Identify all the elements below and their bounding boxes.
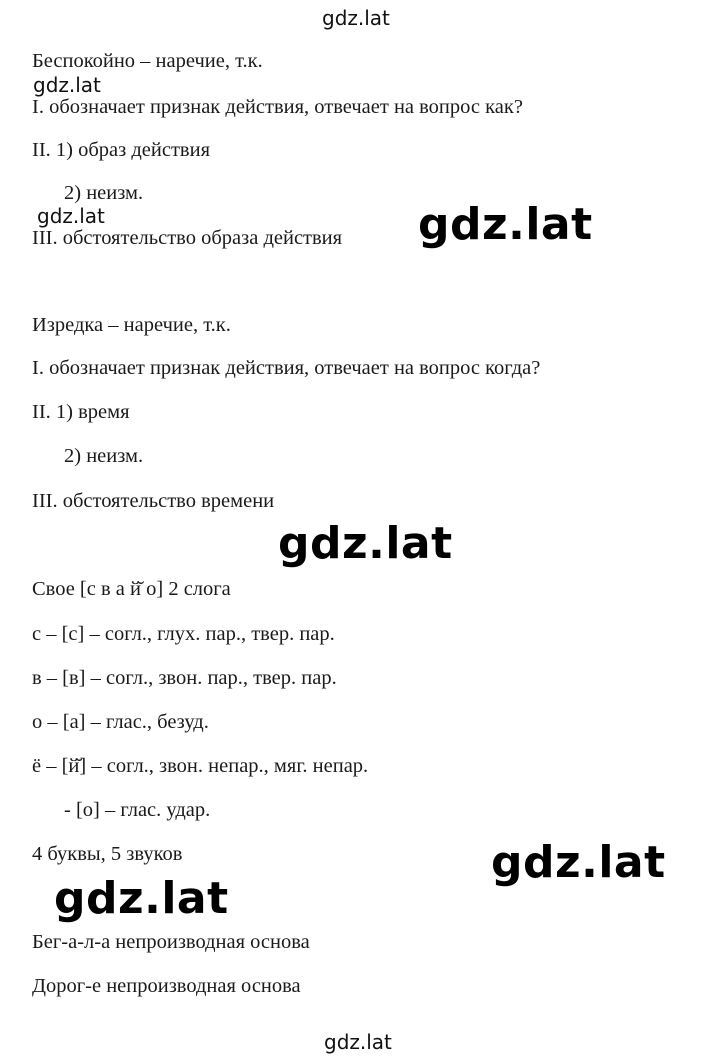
watermark-small-2: gdz.lat	[37, 204, 105, 228]
block3-line-7: 4 буквы, 5 звуков	[32, 843, 183, 865]
block1-line-2: I. обозначает признак действия, отвечает на вопрос как?	[32, 96, 523, 118]
block4-line-1: Бег-а-л-а непроизводная основа	[32, 931, 310, 953]
block1-line-3: II. 1) образ действия	[32, 139, 210, 161]
watermark-top: gdz.lat	[322, 6, 390, 30]
block3-line-4: о – [а] – глас., безуд.	[32, 711, 209, 733]
watermark-big-4: gdz.lat	[54, 873, 229, 924]
watermark-bottom: gdz.lat	[324, 1030, 392, 1054]
watermark-small-1: gdz.lat	[33, 73, 101, 97]
watermark-big-1: gdz.lat	[418, 199, 593, 250]
block1-line-5: III. обстоятельство образа действия	[32, 227, 343, 249]
block2-line-4: 2) неизм.	[64, 445, 144, 467]
block4-line-2: Дорог-е непроизводная основа	[32, 975, 301, 997]
block2-line-5: III. обстоятельство времени	[32, 490, 275, 512]
block3-line-5: ё – [й̆] – согл., звон. непар., мяг. непар.	[32, 755, 369, 777]
block1-line-1: Беспокойно – наречие, т.к.	[32, 50, 263, 72]
block3-line-1: Свое [с в а й̆ о] 2 слога	[32, 578, 231, 600]
block2-line-3: II. 1) время	[32, 401, 130, 423]
watermark-big-3: gdz.lat	[491, 837, 666, 888]
block2-line-2: I. обозначает признак действия, отвечает на вопрос когда?	[32, 357, 541, 379]
block2-line-1: Изредка – наречие, т.к.	[32, 314, 231, 336]
block3-line-6: - [о] – глас. удар.	[64, 799, 211, 821]
block3-line-3: в – [в] – согл., звон. пар., твер. пар.	[32, 667, 337, 689]
watermark-big-2: gdz.lat	[278, 518, 453, 569]
block1-line-4: 2) неизм.	[64, 182, 144, 204]
block3-line-2: с – [с] – согл., глух. пар., твер. пар.	[32, 623, 335, 645]
